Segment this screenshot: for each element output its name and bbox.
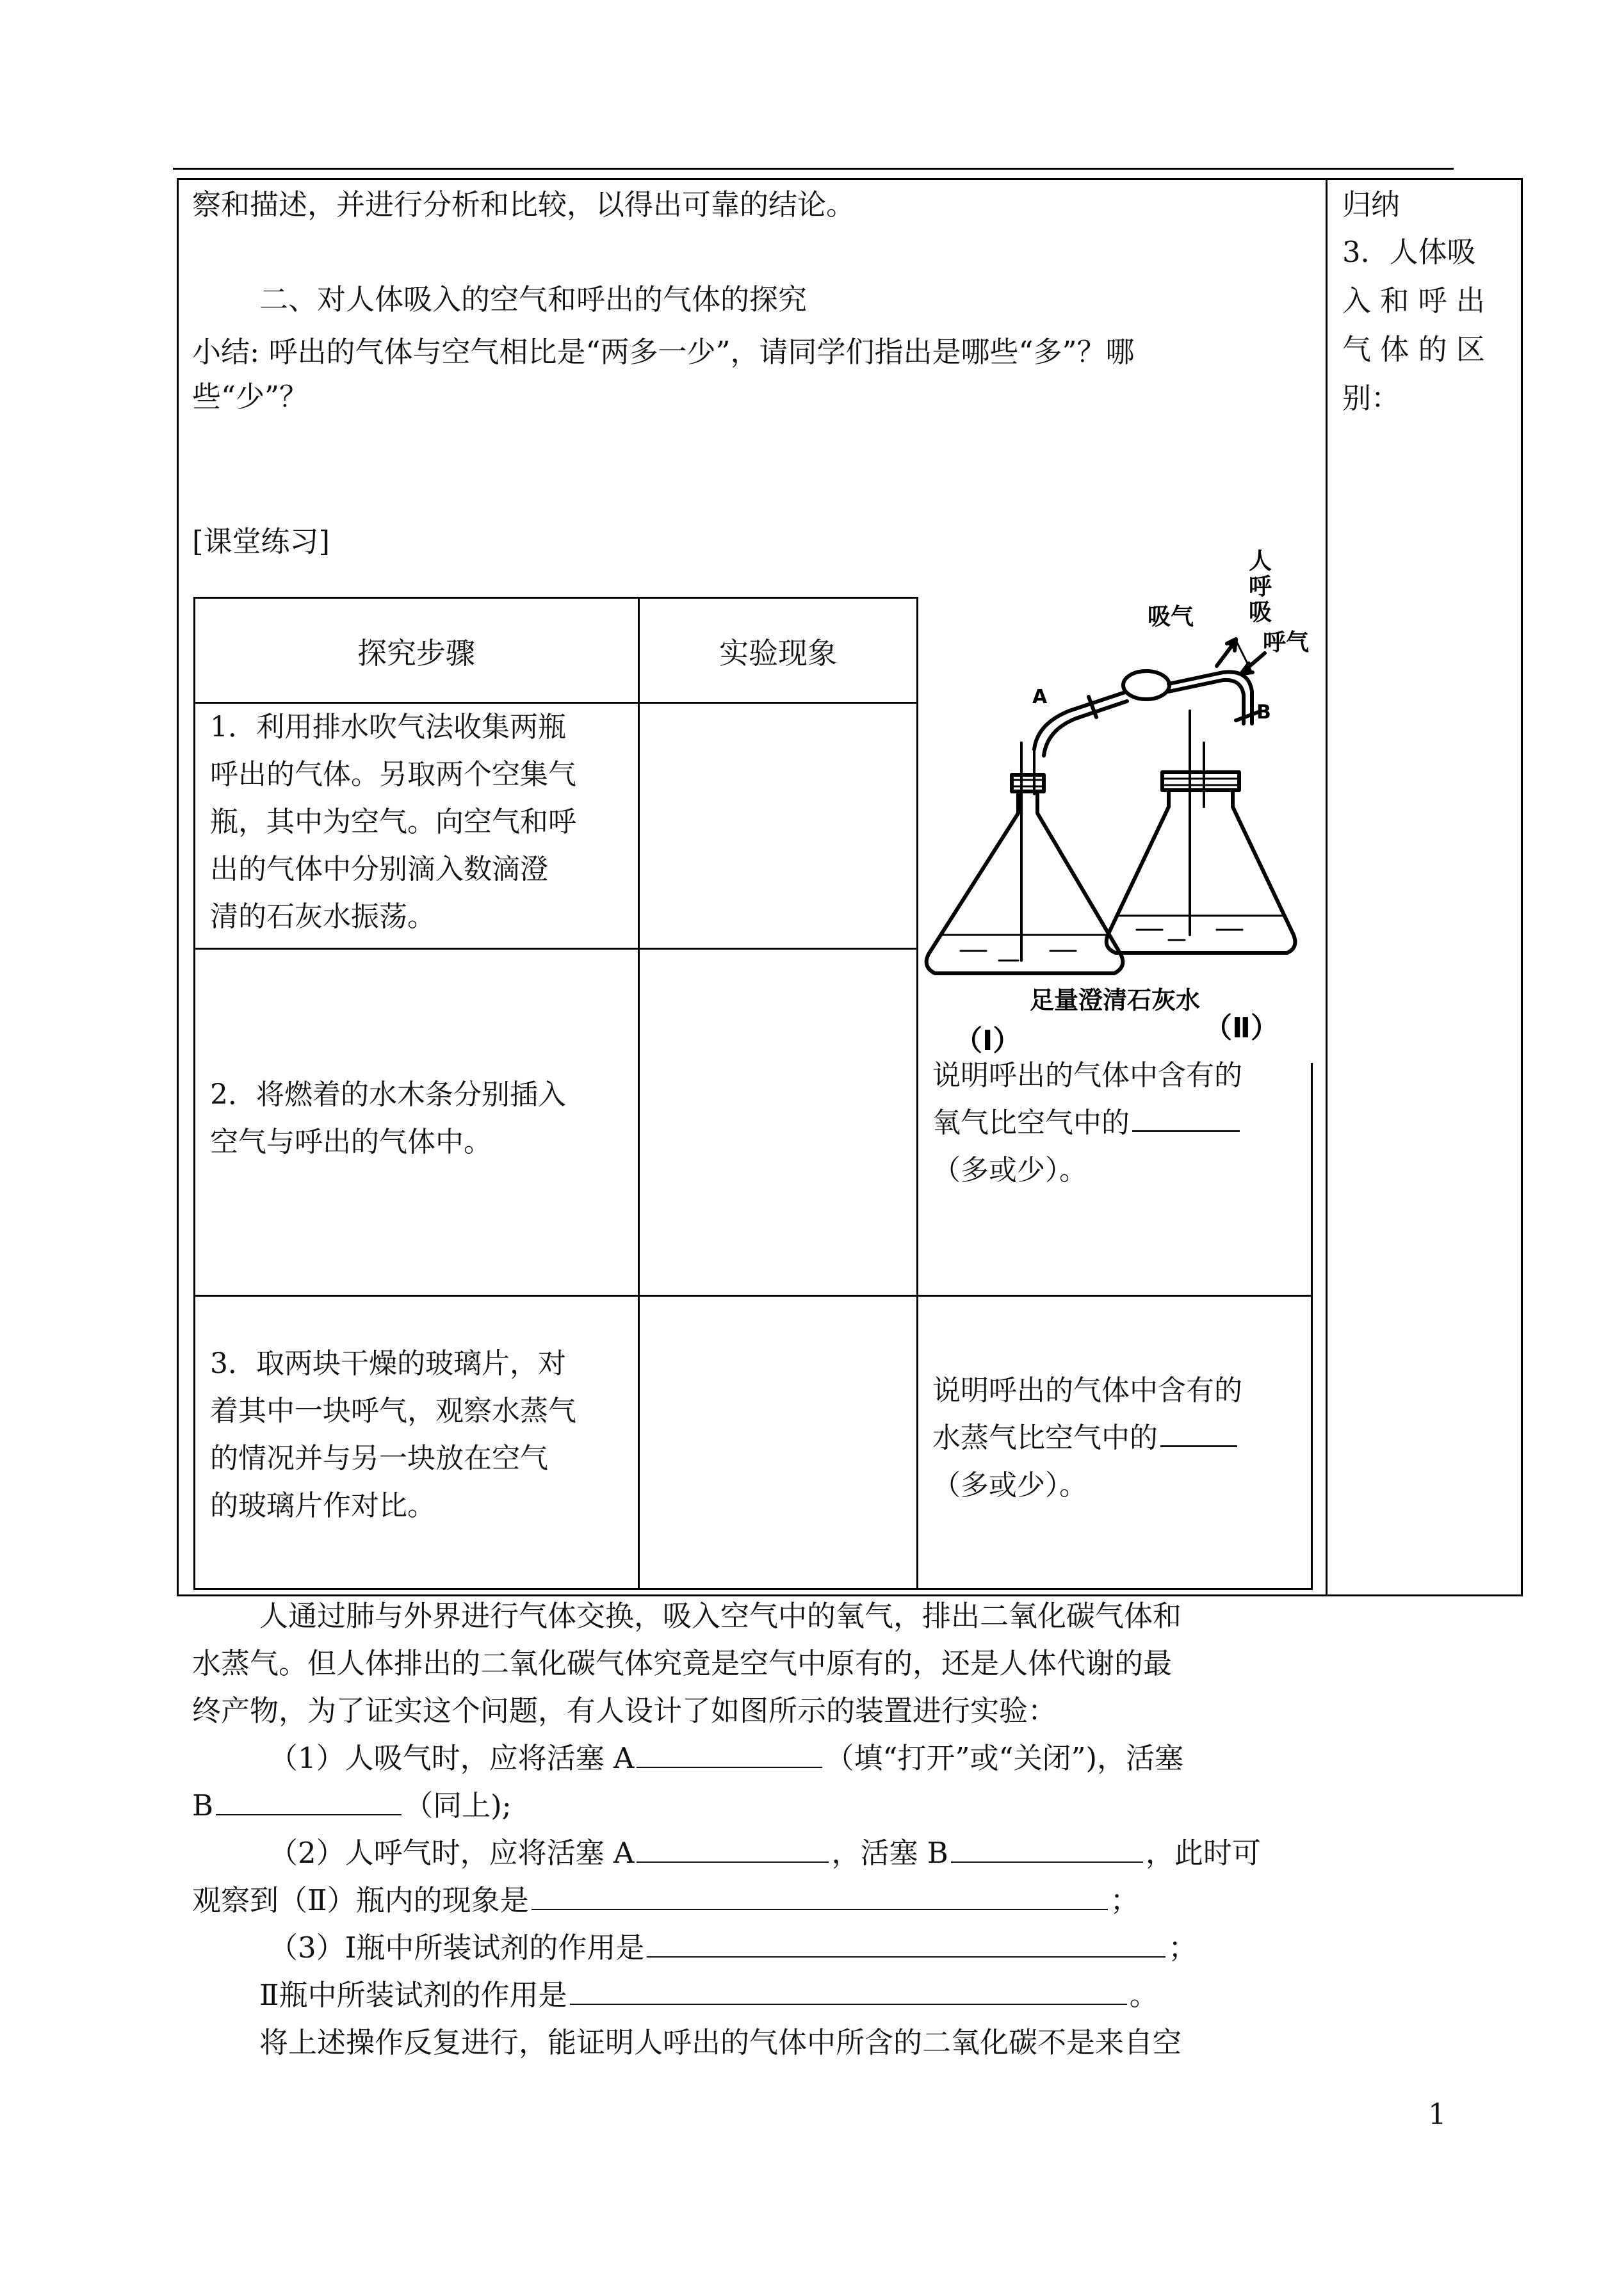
top-text: 察和描述，并进行分析和比较，以得出可靠的结论。 [192,188,856,222]
sidebar-line-3: 入 和 呼 出 [1342,284,1485,318]
header-phenomena: 实验现象 [719,636,837,670]
label-hu: 呼 [1249,574,1272,600]
label-exhale: 呼气 [1263,629,1310,656]
label-reagent: 足量澄清石灰水 [1030,986,1201,1014]
sidebar-line-1: 归纳 [1342,188,1401,222]
answer-blank[interactable] [570,1975,1127,2005]
answer-blank[interactable] [532,1881,1108,1910]
question-2-line-1: （2）人呼气时，应将活塞 A ，活塞 B ，此时可 [269,1829,1261,1877]
page-number: 1 [1428,2097,1447,2131]
row3-step-line-4: 的玻璃片作对比。 [210,1489,435,1522]
question-1-line-1: （1）人吸气时，应将活塞 A （填“打开”或“关闭”)，活塞 [269,1734,1183,1783]
sidebar-line-4: 气 体 的 区 [1342,332,1485,366]
paragraph-line-3: 终产物，为了证实这个问题，有人设计了如图所示的装置进行实验： [192,1694,1057,1728]
row1-step-line-5: 清的石灰水振荡。 [210,900,435,933]
summary-line-2: 些“少”？ [192,380,309,414]
row1-step-line-4: 出的气体中分别滴入数滴澄 [210,853,548,886]
row1-step-line-1: 1．利用排水吹气法收集两瓶 [210,711,566,743]
answer-blank[interactable] [1160,1417,1237,1447]
sidebar-line-5: 别： [1342,381,1401,415]
sidebar-line-2: 3．人体吸 [1342,235,1476,269]
row1-step-line-3: 瓶，其中为空气。向空气和呼 [210,806,576,838]
answer-blank[interactable] [1132,1102,1240,1132]
label-valve-b: B [1256,701,1271,724]
label-inhale: 吸气 [1148,604,1194,630]
answer-blank[interactable] [216,1786,402,1815]
question-3-line-1: （3）Ⅰ瓶中所装试剂的作用是 ； [269,1924,1197,1972]
row2-step-line-2: 空气与呼出的气体中。 [210,1126,492,1158]
sidebar-divider [1326,178,1328,1596]
apparatus-diagram [916,538,1313,1063]
row2-note-line-2: 氧气比空气中的 [932,1099,1242,1148]
label-valve-a: A [1032,686,1048,708]
summary-line-1: 小结: 呼出的气体与空气相比是“两多一少”，请同学们指出是哪些“多”？哪 [192,335,1135,369]
header-steps: 探究步骤 [357,636,475,670]
row3-step-line-2: 着其中一块呼气，观察水蒸气 [210,1395,576,1427]
paragraph-line-2: 水蒸气。但人体排出的二氧化碳气体究竟是空气中原有的，还是人体代谢的最 [192,1646,1173,1680]
section-heading: 二、对人体吸入的空气和呼出的气体的探究 [259,282,808,316]
top-rule [173,168,1454,170]
paragraph-line-1: 人通过肺与外界进行气体交换，吸入空气中的氧气，排出二氧化碳气体和 [259,1599,1182,1633]
row3-step-line-3: 的情况并与另一块放在空气 [210,1442,548,1475]
label-xi: 吸 [1249,599,1272,626]
answer-blank[interactable] [647,1928,1165,1958]
row1-step-line-2: 呼出的气体。另取两个空集气 [210,758,576,791]
row2-step-line-1: 2．将燃着的水木条分别插入 [210,1078,566,1111]
row3-note-line-2: 水蒸气比空气中的 [932,1414,1240,1463]
answer-blank[interactable] [637,1833,829,1863]
question-2-line-2: 观察到（Ⅱ）瓶内的现象是 ； [192,1876,1139,1925]
exercise-label: [课堂练习] [192,524,330,558]
label-flask-1: （Ⅰ） [954,1025,1021,1057]
row3-note-line-3: （多或少）。 [932,1469,1087,1502]
row2-note-line-3: （多或少）。 [932,1154,1087,1187]
row3-step-line-1: 3．取两块干燥的玻璃片，对 [210,1347,566,1380]
last-line: 将上述操作反复进行，能证明人呼出的气体中所含的二氧化碳不是来自空 [259,2025,1182,2059]
row3-note-line-1: 说明呼出的气体中含有的 [932,1374,1242,1407]
row2-note-line-1: 说明呼出的气体中含有的 [932,1059,1242,1092]
answer-blank[interactable] [951,1833,1143,1863]
question-3-line-2: Ⅱ瓶中所装试剂的作用是 。 [259,1971,1158,2020]
label-flask-2: （Ⅱ） [1204,1012,1279,1044]
question-1-line-2: B （同上); [192,1781,512,1830]
label-person: 人 [1249,548,1272,574]
answer-blank[interactable] [637,1739,822,1768]
